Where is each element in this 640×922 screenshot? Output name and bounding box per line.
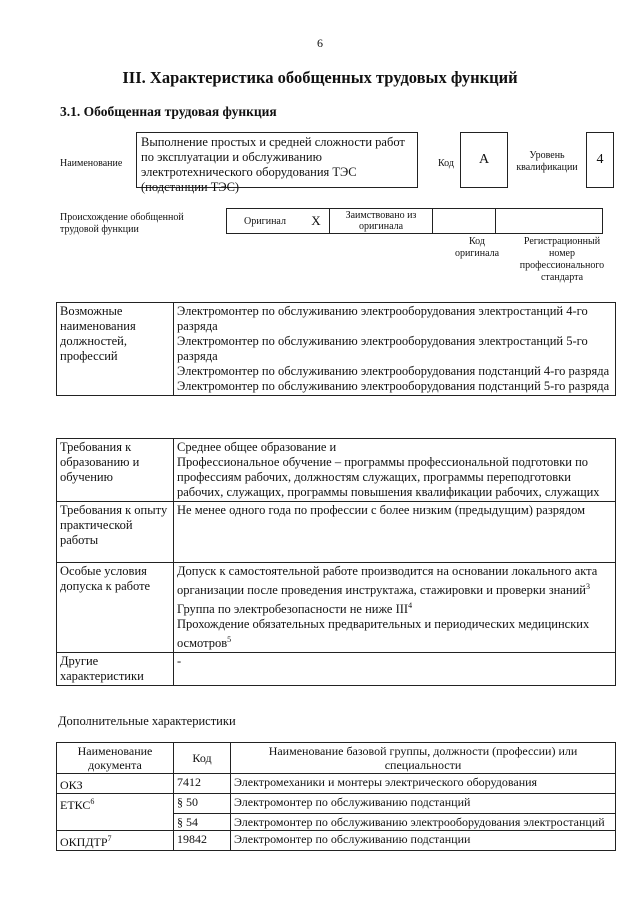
header-name: Наименование базовой группы, должности (профессии) или специальности bbox=[231, 743, 616, 774]
origin-label: Происхождение обобщенной трудовой функции bbox=[60, 212, 184, 235]
header-doc: Наименование документа bbox=[57, 743, 174, 774]
additional-title: Дополнительные характеристики bbox=[58, 714, 236, 728]
otf-name-label: Наименование bbox=[60, 158, 123, 169]
education-label: Требования к образованию и обучению bbox=[57, 439, 174, 502]
special-line: Группа по электробезопасности не ниже III$^4$ bbox=[177, 601, 413, 617]
positions-label: Возможные наименования должностей, профессий bbox=[57, 303, 174, 396]
origin-reg-cell bbox=[496, 209, 603, 234]
origin-original-label: Оригинал bbox=[227, 209, 304, 234]
position-item: Электромонтер по обслуживанию электрооборудования подстанций 4-го разряда bbox=[177, 364, 610, 378]
otf-code-value: А bbox=[460, 132, 508, 188]
special-line: Допуск к самостоятельной работе производится на основании локального акта организации после проведения инструктажа, стажировки и проверки знаний$^3$ bbox=[177, 564, 598, 598]
section-title: III. Характеристика обобщенных трудовых функций bbox=[122, 68, 518, 87]
table-row: ОКЗ 7412 Электромеханики и монтеры электрического оборудования bbox=[57, 774, 616, 794]
origin-code-caption: Код оригинала bbox=[454, 236, 500, 259]
otf-level-label: Уровень квалификации bbox=[516, 150, 578, 173]
origin-code-cell bbox=[433, 209, 496, 234]
experience-value: Не менее одного года по профессии с более низким (предыдущим) разрядом bbox=[174, 502, 616, 563]
position-item: Электромонтер по обслуживанию электрооборудования подстанций 5-го разряда bbox=[177, 379, 610, 393]
table-row: § 54 Электромонтер по обслуживанию электрооборудования электростанций bbox=[57, 813, 616, 830]
special-label: Особые условия допуска к работе bbox=[57, 563, 174, 653]
otf-name-value: Выполнение простых и средней сложности работ по эксплуатации и обслуживанию электротехнического оборудования ТЭС (подстанции ТЭС) bbox=[136, 132, 418, 188]
special-line: Прохождение обязательных предварительных и периодических медицинских осмотров$^5$ bbox=[177, 617, 590, 651]
subsection-title: 3.1. Обобщенная трудовая функция bbox=[60, 104, 277, 119]
table-row: ОКПДТР$^7$ 19842 Электромонтер по обслуживанию подстанции bbox=[57, 830, 616, 850]
origin-original-mark: Х bbox=[303, 209, 330, 234]
other-value: - bbox=[174, 653, 616, 686]
table-row: ЕТКС$^6$ § 50 Электромонтер по обслуживанию подстанций bbox=[57, 794, 616, 814]
positions-table bbox=[56, 302, 616, 396]
otf-code-label: Код bbox=[438, 158, 454, 169]
education-line: Профессиональное обучение – программы профессиональной подготовки по профессиям рабочих, должностям служащих, программы переподготовки рабочих, служащих, программы повышения квалификации рабочих, служащих bbox=[177, 455, 600, 499]
origin-table bbox=[226, 208, 603, 234]
header-code: Код bbox=[174, 743, 231, 774]
otf-level-value: 4 bbox=[586, 132, 614, 188]
page-number: 6 bbox=[317, 36, 323, 50]
position-item: Электромонтер по обслуживанию электрооборудования электростанций 5-го разряда bbox=[177, 334, 588, 363]
requirements-table bbox=[56, 438, 616, 686]
additional-table bbox=[56, 742, 616, 851]
education-line: Среднее общее образование и bbox=[177, 440, 337, 454]
experience-label: Требования к опыту практической работы bbox=[57, 502, 174, 563]
origin-reg-caption: Регистрационный номер профессионального стандарта bbox=[519, 236, 605, 283]
position-item: Электромонтер по обслуживанию электрооборудования электростанций 4-го разряда bbox=[177, 304, 588, 333]
other-label: Другие характеристики bbox=[57, 653, 174, 686]
origin-borrowed-label: Заимствовано из оригинала bbox=[330, 209, 433, 234]
